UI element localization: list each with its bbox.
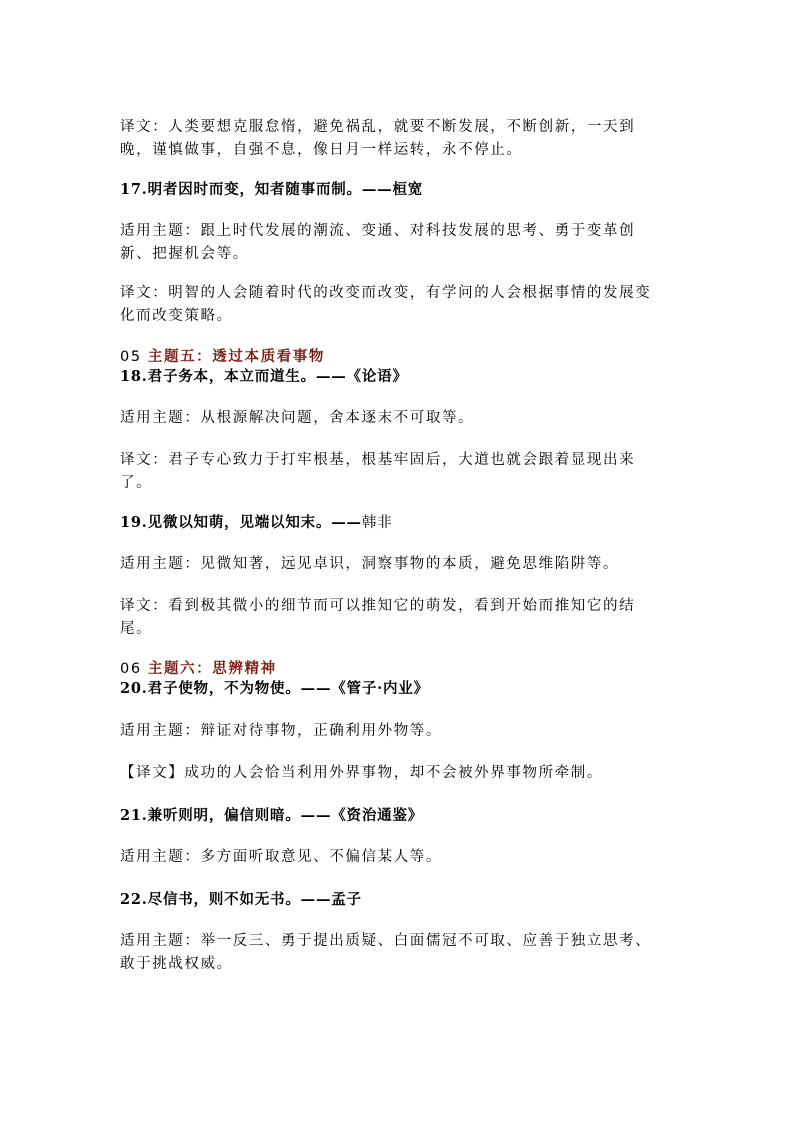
paragraph-theme-19: 适用主题：见微知著，远见卓识，洞察事物的本质，避免思维陷阱等。: [120, 556, 620, 572]
paragraph-theme-20: 适用主题：辩证对待事物，正确利用外物等。: [120, 723, 442, 739]
paragraph-translation-20: 【译文】成功的人会恰当利用外界事物，却不会被外界事物所牵制。: [120, 765, 603, 781]
quote-heading-20: [120, 677, 665, 701]
quote-heading-22: [120, 888, 665, 912]
quote-number: 21.: [120, 807, 148, 824]
quote-text: 尽信书，则不如无书。——孟子: [147, 891, 362, 908]
quote-text: 见微以知萌，见端以知末。——: [147, 514, 362, 531]
quote-text: 明者因时而变，知者随事而制。——桓宽: [147, 181, 424, 198]
paragraph-translation-16: 译文：人类要想克服怠惰，避免祸乱，就要不断发展，不断创新，一天到晚，谨慎做事，自强不息，像日月一样运转，永不停止。: [120, 119, 636, 158]
quote-number: 17.: [120, 181, 148, 198]
section-title: 主题六：思辨精神: [147, 660, 277, 677]
paragraph-translation-18: 译文：君子专心致力于打牢根基，根基牢固后，大道也就会跟着显现出来了。: [120, 452, 636, 491]
quote-number: 20.: [120, 680, 148, 697]
section-number: 06: [120, 661, 148, 677]
paragraph-theme-17: 适用主题：跟上时代发展的潮流、变通、对科技发展的思考、勇于变革创新、把握机会等。: [120, 223, 636, 262]
quote-author: 韩非: [361, 515, 393, 531]
paragraph-theme-21: 适用主题：多方面听取意见、不偏信某人等。: [120, 849, 442, 865]
quote-heading-19: [120, 511, 665, 535]
quote-heading-18: [120, 365, 665, 389]
quote-number: 19.: [120, 514, 148, 531]
quote-number: 22.: [120, 891, 148, 908]
quote-heading-17: [120, 178, 665, 202]
section-number: 05: [120, 349, 148, 365]
section-title: 主题五：透过本质看事物: [147, 348, 325, 365]
quote-text: 君子务本，本立而道生。——《论语》: [147, 368, 408, 385]
paragraph-theme-22: 适用主题：举一反三、勇于提出质疑、白面儒冠不可取、应善于独立思考、敢于挑战权威。: [120, 933, 652, 972]
quote-heading-21: [120, 804, 665, 828]
paragraph-translation-17: 译文：明智的人会随着时代的改变而改变，有学问的人会根据事情的发展变化而改变策略。: [120, 285, 652, 324]
quote-number: 18.: [120, 368, 148, 385]
paragraph-translation-19: 译文：看到极其微小的细节而可以推知它的萌发，看到开始而推知它的结尾。: [120, 598, 636, 637]
paragraph-theme-18: 适用主题：从根源解决问题，舍本逐末不可取等。: [120, 410, 475, 426]
quote-text: 君子使物，不为物使。——《管子·内业》: [147, 680, 429, 697]
quote-text: 兼听则明，偏信则暗。——《资治通鉴》: [147, 807, 424, 824]
